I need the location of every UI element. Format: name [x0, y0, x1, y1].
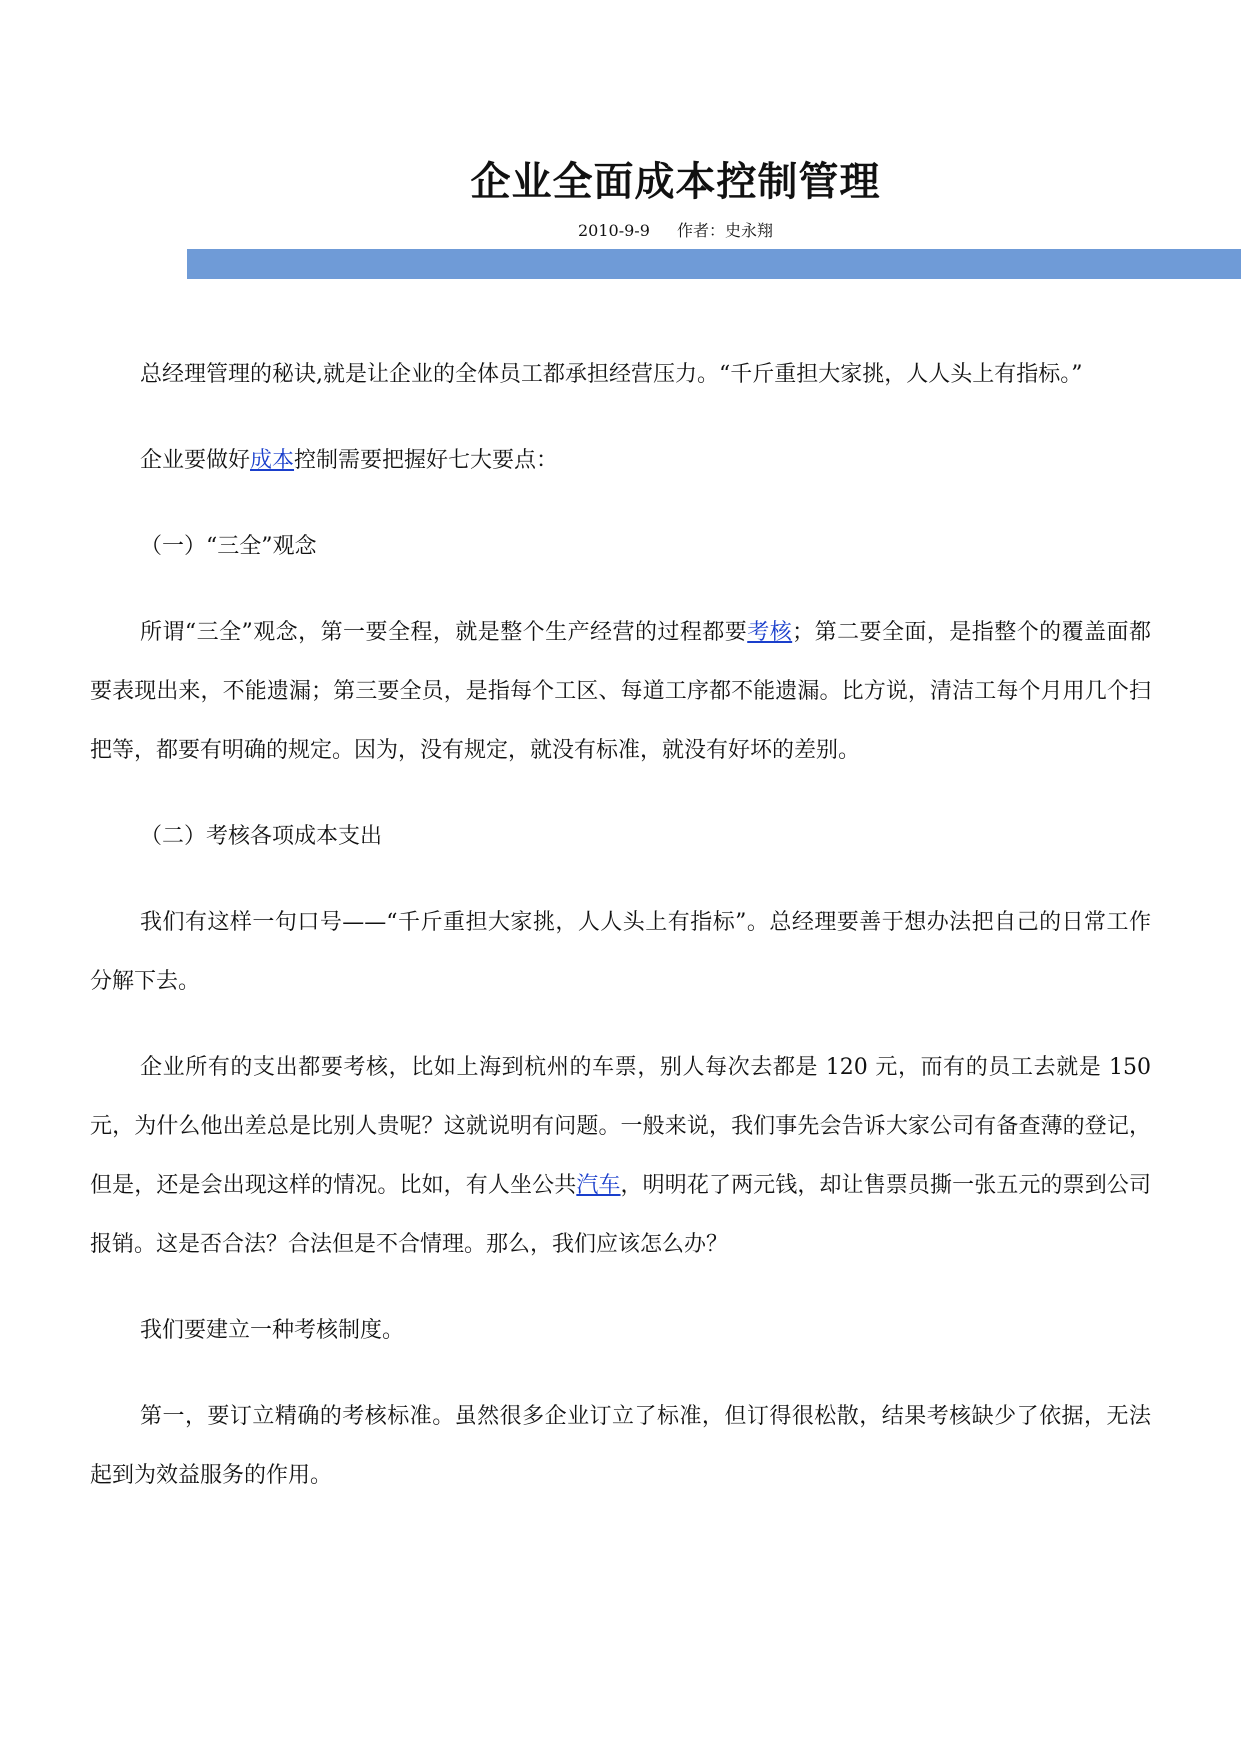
paragraph-standards: 第一，要订立精确的考核标准。虽然很多企业订立了标准，但订得很松散，结果考核缺少了依据，无法起到为效益服务的作用。 — [90, 1404, 1151, 1488]
paragraph-system: 我们要建立一种考核制度。 — [140, 1318, 405, 1343]
section-heading-1: （一）“三全”观念 — [140, 534, 317, 559]
section-heading-2: （二）考核各项成本支出 — [140, 824, 383, 849]
text-segment: 控制需要把握好七大要点： — [294, 448, 559, 473]
author-line: 作者：史永翔 — [676, 221, 773, 240]
text-segment: 所谓“三全”观念，第一要全程，就是整个生产经营的过程都要 — [140, 620, 748, 645]
publish-date: 2010-9-9 — [578, 221, 650, 240]
link-cost[interactable]: 成本 — [250, 448, 295, 473]
document-meta — [0, 221, 1241, 241]
paragraph-expenses — [90, 1038, 1151, 1274]
paragraph-slogan: 我们有这样一句口号——“千斤重担大家挑，人人头上有指标”。总经理要善于想办法把自己的日常工作分解下去。 — [90, 910, 1151, 994]
header-accent-bar — [187, 249, 1241, 279]
article-body — [90, 345, 1151, 1532]
text-segment: 企业要做好 — [140, 448, 251, 473]
paragraph-three-total — [90, 603, 1151, 780]
document-title: 企业全面成本控制管理 — [470, 158, 881, 205]
text-segment: ；第二要全面，是指整个的覆盖面都要表现出来，不能遗漏；第三要全员，是指每个工区、每道工序都不能遗漏。比方说，清洁工每个月用几个扫把等，都要有明确的规定。因为，没有规定，就没有标准，就没有好坏的差别。 — [90, 620, 1151, 763]
link-car[interactable]: 汽车 — [576, 1173, 621, 1198]
text-segment: ，明明花了两元钱，却让售票员撕一张五元的票到公司报销。这是否合法？合法但是不合情理。那么，我们应该怎么办？ — [90, 1173, 1151, 1257]
text-segment: 企业所有的支出都要考核，比如上海到杭州的车票，别人每次去都是 120 元，而有的员工去就是 150 元，为什么他出差总是比别人贵呢？这就说明有问题。一般来说，我们事先会告诉大家公司有备查薄的登记，但是，还是会出现这样的情况。比如，有人坐公共 — [90, 1055, 1151, 1198]
link-assessment[interactable]: 考核 — [747, 620, 793, 645]
paragraph-intro: 总经理管理的秘诀,就是让企业的全体员工都承担经营压力。“千斤重担大家挑，人人头上有指标。” — [140, 362, 1083, 387]
paragraph-key-points — [90, 431, 1151, 490]
